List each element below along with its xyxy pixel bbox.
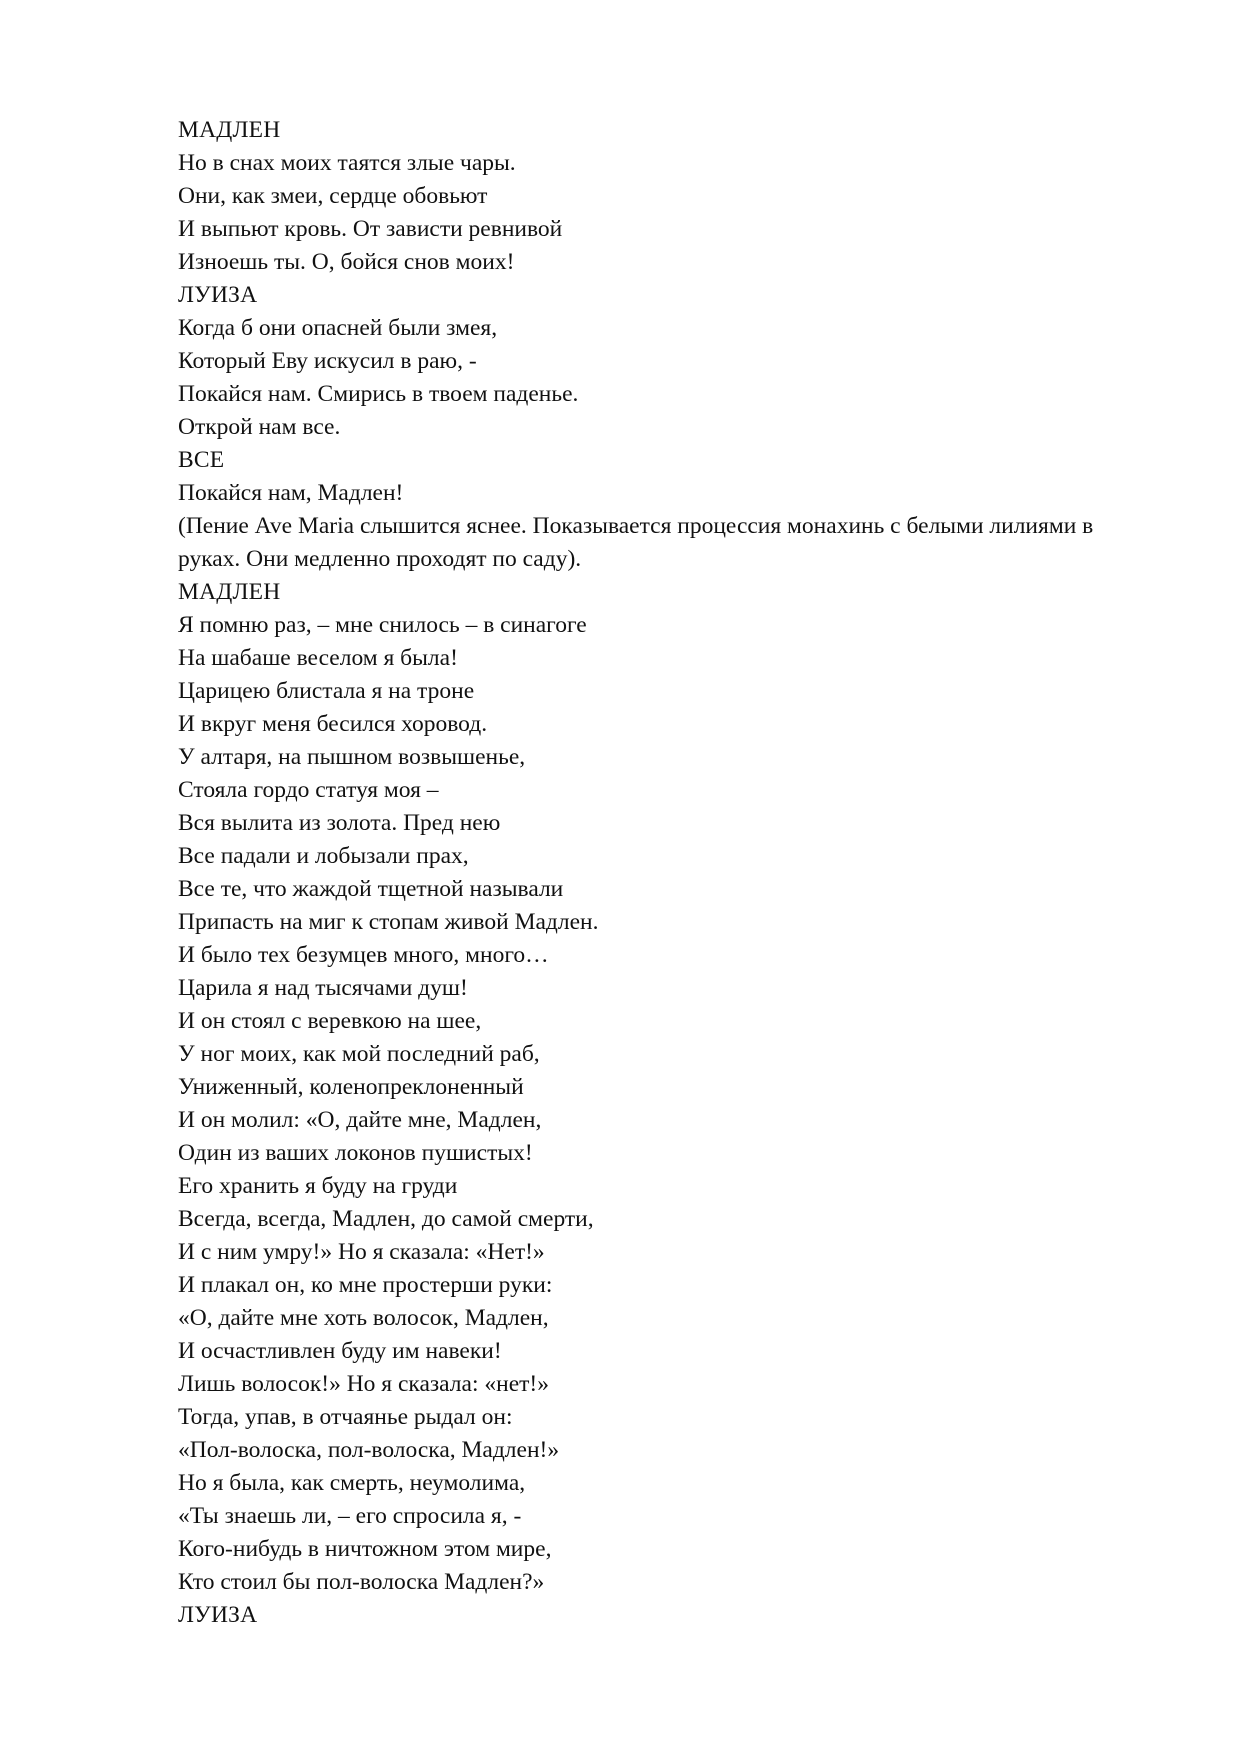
verse-line: И было тех безумцев много, много… [178,942,549,968]
verse-line: Они, как змеи, сердце обовьют [178,183,488,209]
verse-line: Но я была, как смерть, неумолима, [178,1470,526,1496]
verse-line: Кто стоил бы пол-волоска Мадлен?» [178,1569,545,1595]
verse-line: Припасть на миг к стопам живой Мадлен. [178,909,599,935]
verse-line: Покайся нам. Смирись в твоем паденье. [178,381,579,407]
verse-line: Но в снах моих таятся злые чары. [178,150,516,176]
verse-line: И осчастливлен буду им навеки! [178,1338,502,1364]
speaker-name: ЛУИЗА [178,1602,258,1628]
verse-line: Один из ваших локонов пушистых! [178,1140,533,1166]
verse-line: Я помню раз, – мне снилось – в синагоге [178,612,587,638]
verse-line: Стояла гордо статуя моя – [178,777,439,803]
verse-line: Лишь волосок!» Но я сказала: «нет!» [178,1371,549,1397]
verse-line: И выпьют кровь. От зависти ревнивой [178,216,563,242]
stage-direction: (Пение Ave Maria слышится яснее. Показывается процессия монахинь с белыми лилиями в руках. Они медленно проходят по саду). [178,513,1094,572]
verse-line: Тогда, упав, в отчаянье рыдал он: [178,1404,513,1430]
verse-line: Царила я над тысячами душ! [178,975,468,1001]
verse-line: Всегда, всегда, Мадлен, до самой смерти, [178,1206,594,1232]
speaker-name: МАДЛЕН [178,579,281,605]
verse-line: Его хранить я буду на груди [178,1173,458,1199]
speaker-name: МАДЛЕН [178,117,281,143]
verse-line: «Пол-волоска, пол-волоска, Мадлен!» [178,1437,560,1463]
verse-line: И он стоял с веревкою на шее, [178,1008,482,1034]
verse-line: Все падали и лобызали прах, [178,843,469,869]
verse-line: И вкруг меня бесился хоровод. [178,711,488,737]
verse-line: И с ним умру!» Но я сказала: «Нет!» [178,1239,545,1265]
verse-line: Униженный, коленопреклоненный [178,1074,524,1100]
verse-line: «Ты знаешь ли, – его спросила я, - [178,1503,522,1529]
verse-line: У ног моих, как мой последний раб, [178,1041,540,1067]
verse-line: У алтаря, на пышном возвышенье, [178,744,526,770]
verse-line: Покайся нам, Мадлен! [178,480,404,506]
verse-line: И он молил: «О, дайте мне, Мадлен, [178,1107,542,1133]
verse-line: И плакал он, ко мне простерши руки: [178,1272,553,1298]
verse-line: Который Еву искусил в раю, - [178,348,477,374]
verse-line: Кого-нибудь в ничтожном этом мире, [178,1536,552,1562]
verse-line: На шабаше веселом я была! [178,645,458,671]
speaker-name: ЛУИЗА [178,282,258,308]
verse-line: Открой нам все. [178,414,341,440]
verse-line: Вся вылита из золота. Пред нею [178,810,501,836]
verse-line: Изноешь ты. О, бойся снов моих! [178,249,515,275]
verse-line: Царицею блистала я на троне [178,678,475,704]
verse-line: «О, дайте мне хоть волосок, Мадлен, [178,1305,549,1331]
verse-line: Все те, что жаждой тщетной называли [178,876,564,902]
verse-line: Когда б они опасней были змея, [178,315,498,341]
speaker-name: ВСЕ [178,447,225,473]
document-page [178,114,1158,1632]
